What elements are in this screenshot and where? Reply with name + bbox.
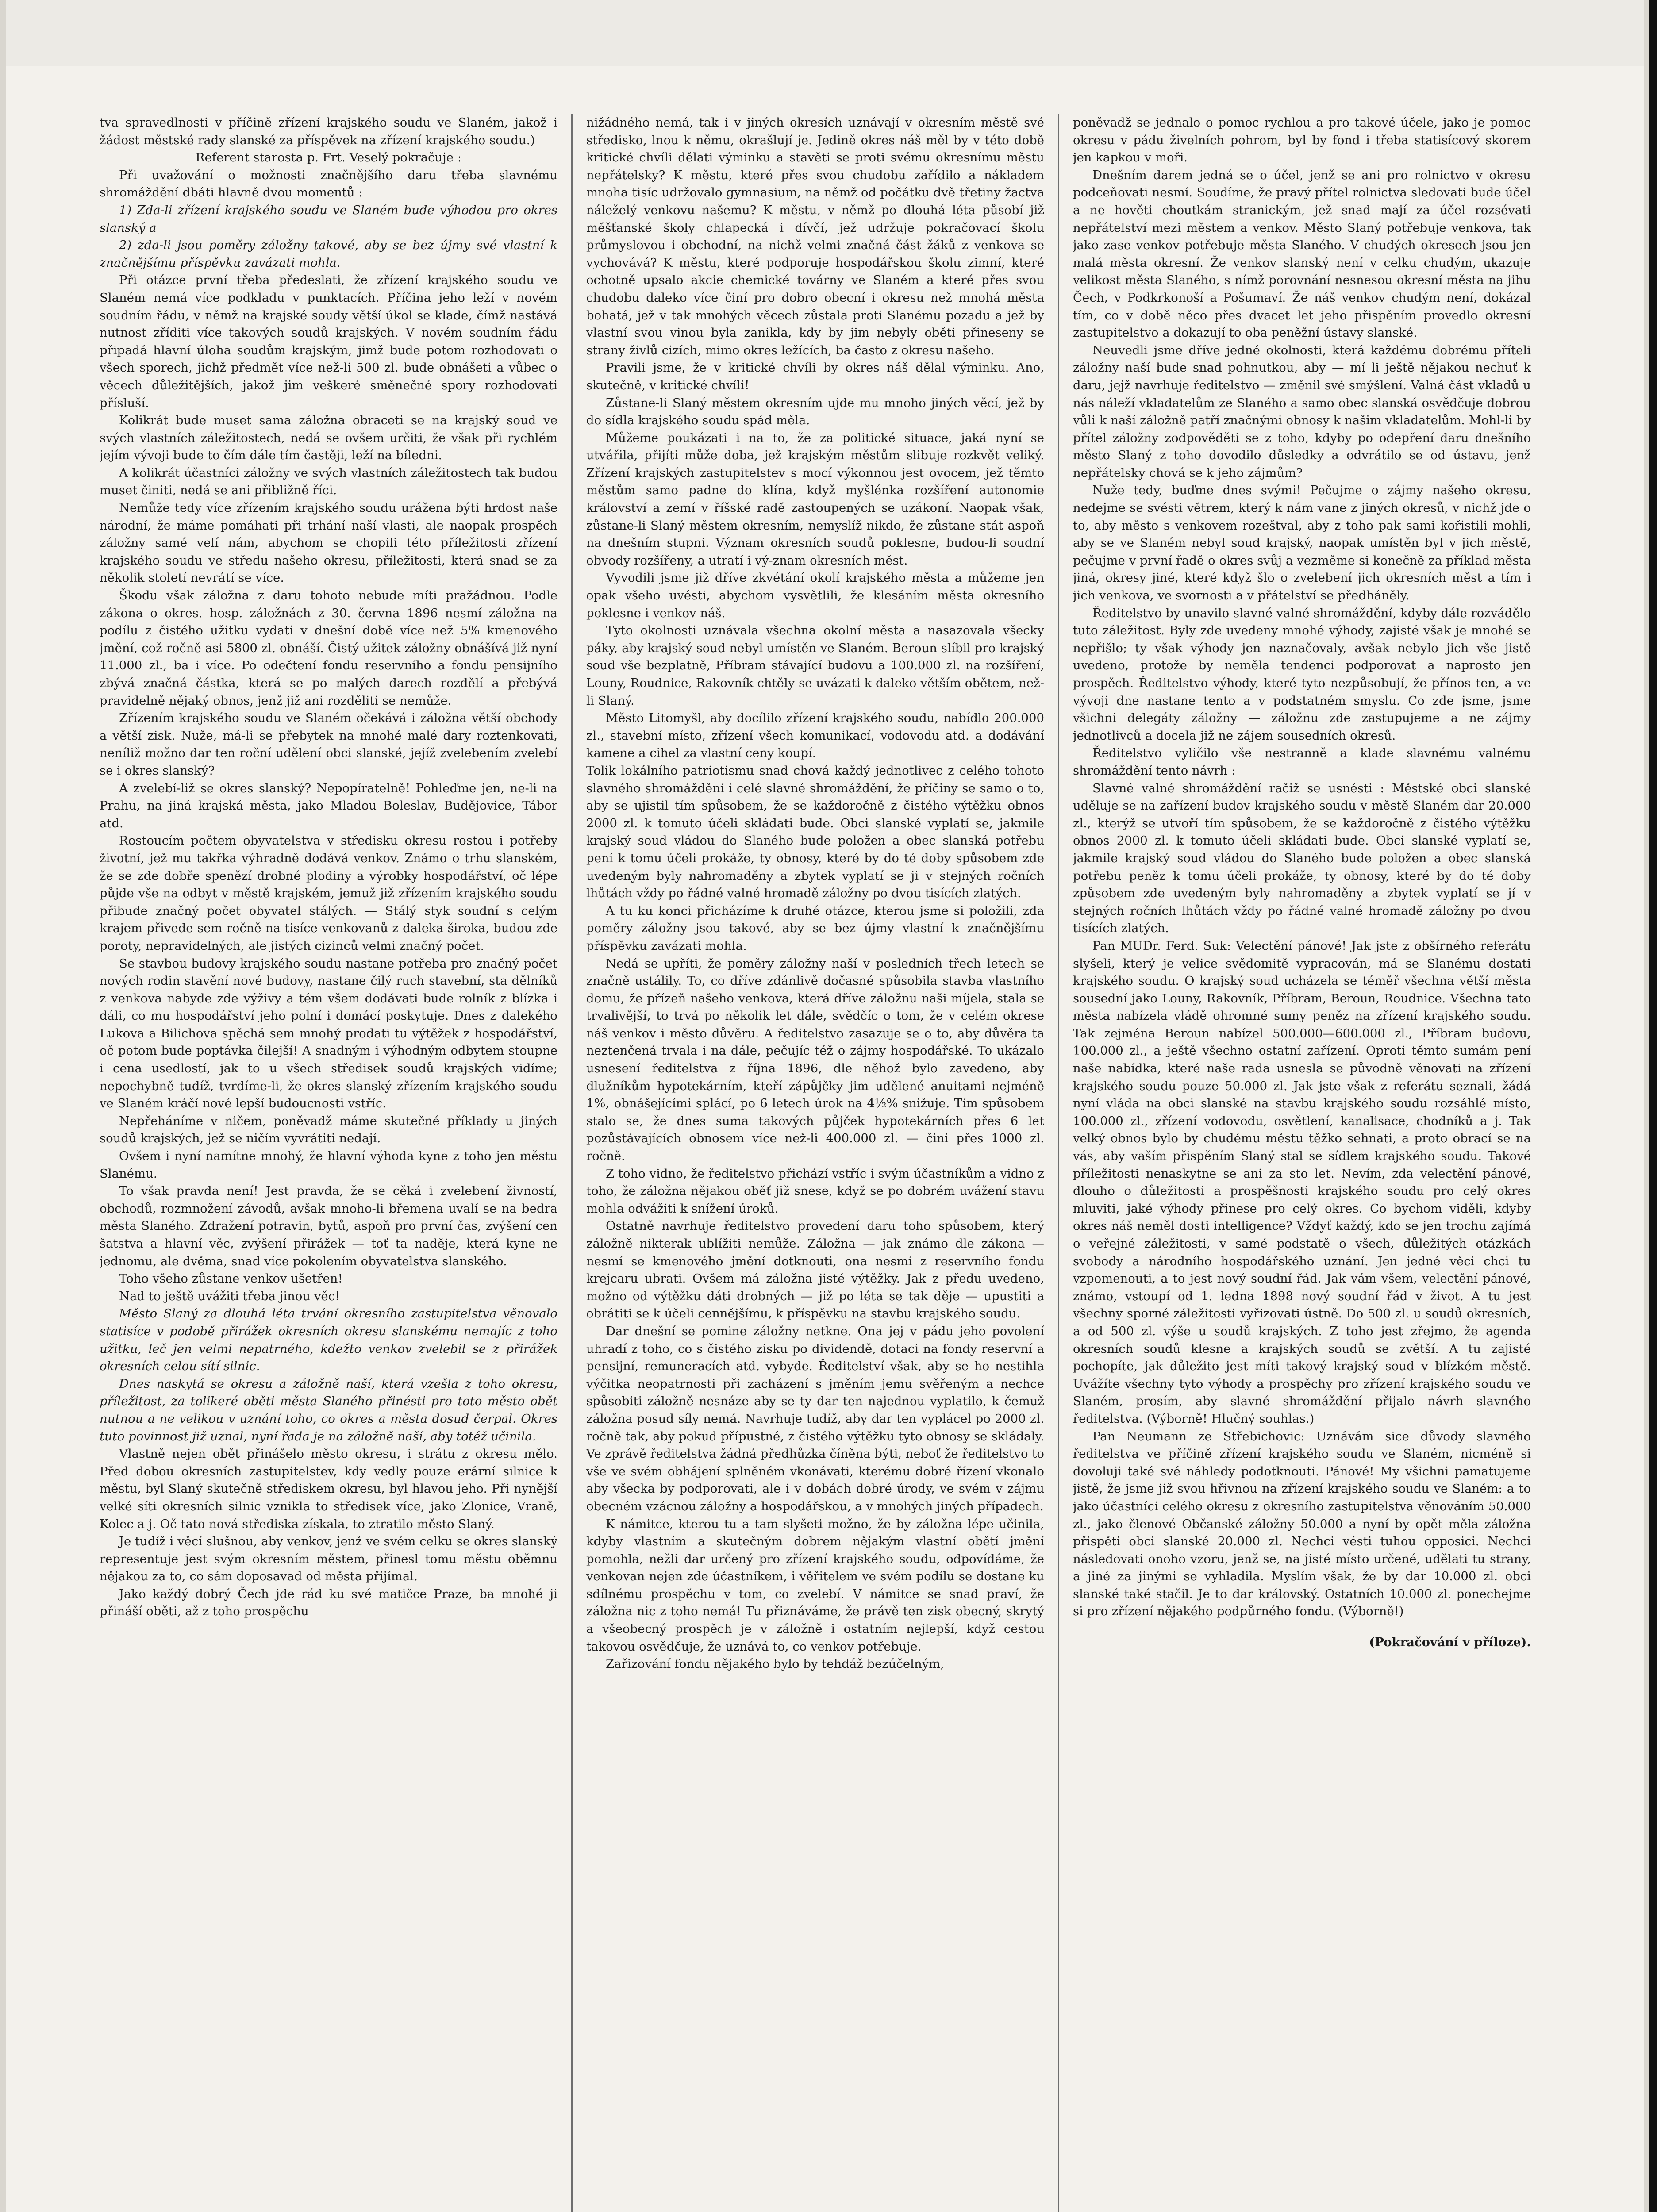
paragraph: Slavné valné shromáždění račiž se usnésti : Městské obci slanské uděluje se na zařízení budov krajského soudu v městě Slaném dar 20.000 zl., kterýž se utvoří tím spůsobem, že se každoročně z čistého výtěžku obnos 2000 zl. k tomuto účeli skládati bude. Obci slanské vyplatí se, jakmile krajský soud vládou do Slaného bude položen a obec slanská potřebu peněz k tomu účeli prokáže, ty obnosy, které by do té doby způsobem zde uvedeným byly nahromaděny a zbytek vyplatí se jí v stejných ročních lhůtách vždy po řádné valné hromadě záložny po dvou tisících zlatých. [1073,781,1531,936]
paragraph: Toho všeho zůstane venkov ušetřen! [119,1271,343,1286]
paragraph: Se stavbou budovy krajského soudu nastane potřeba pro značný počet nových rodin stavění nové budovy, nastane čilý ruch stavební, sta dělníků z venkova nabyde zde výživy a tém všem dodávati bude rolník z blízka i dáli, co mu hospodářství jeho polní i domácí poskytuje. Dnes z dalekého Lukova a Bilichova spěchá sem mnohý prodati tu výtěžek z hospodářství, oč potom bude poptávka čilejší! A snadným i výhodným odbytem stoupne i cena usedlostí, jak to u všech středisek soudů krajských vidíme; nepochybně tudíž, tvrdíme-li, že okres slanský zřízením krajského soudu ve Slaném kráčí nové lepší budoucnosti vstříc. [100,956,557,1111]
paragraph: Pan MUDr. Ferd. Suk: Velectění pánové! Jak jste z obšírného referátu slyšeli, který je velice svědomitě vypracován, má se Slanému dostati krajského soudu. O krajský soud ucházela se téměř všechna větší města sousední jako Louny, Rakovník, Příbram, Beroun, Roudnice. Všechna tato města nabízela vládě ohromné sumy peněz na zřízení krajského soudu. Tak zejména Beroun nabízel 500.000—600.000 zl., Příbram budovu, 100.000 zl., a ještě všechno ostatní zařízení. Oproti těmto sumám pení naše nabídka, které naše rada usnesla se původně věnovati na zřízení krajského soudu pouze 50.000 zl. Jak jste však z referátu seznali, žádá nyní vláda na obci slanské na stavbu krajského soudu rozsáhlé místo, 100.000 zl., zřízení vodovodu, osvětlení, kanalisace, chodníků a j. Tak velký obnos bylo by chudému městu těžko sehnati, a proto obrací se na vás, aby vaším přispěním Slaný stal se sídlem krajského soudu. Takové příležitosti nenaskytne se ani za sto let. Nevím, zda velectění pánové, dlouho o důležitosti a prospěšnosti krajského soudu pro celý okres mluviti, jaké výhody přinese pro celý okres. Co bychom viděli, kdyby okres náš neměl dosti intelligence? Vždyť každý, kdo se jen trochu zajímá o veřejné záležitosti, v samé podstatě o všech, důležitých otázkách svobody a národního hospodářského uznání. Jen jedné věci chci tu vzpomenouti, a to jest nový soudní řád. Jak vám všem, velectění pánové, známo, vstoupí od 1. ledna 1898 nový soudní řád v život. A tu jest všechny sporné záležitosti vyřizovati ústně. Do 500 zl. u soudů okresních, a od 500 zl. výše u soudů krajských. Z toho jest zřejmo, že agenda okresních soudů klesne a krajských soudů se zvětší. A tu zajisté pochopíte, jak důležito jest míti takový krajský soud v blízkém městě. Uvážíte všechny tyto výhody a prospěchy pro zřízení krajského soudu ve Slaném, prosím, aby slavné shromáždění přijalo návrh slavného ředitelstva. (Výborně! Hlučný souhlas.) [1073,938,1531,1426]
paragraph: A tu ku konci přicházíme k druhé otázce, kterou jsme si položili, zda poměry záložny jsou takové, aby se bez újmy vlastní k značnějšímu příspěvku zavázati mohla. [586,903,1044,953]
paragraph: (Pokračování v příloze). [1369,1635,1531,1650]
text-column-2 [586,114,1044,2212]
paragraph: nižádného nemá, tak i v jiných okresích uznávají v okresním městě své středisko, lnou k němu, okrašlují je. Jedině okres náš měl by v této době kritické chvíli dělati výminku a stavěti se proti svému okresnímu městu nepřátelsky? K městu, které přes svou chudobu zařídilo a nákladem mnoha tisíc udržovalo gymnasium, na němž od počátku dvě třetiny žactva náleželý venkovu našemu? K městu, v němž po dlouhá léta působí již měšťanské školy chlapecká i dívčí, jež udržuje pokračovací školu průmyslovou i obchodní, na nichž velmi značná část žáků z venkova se vychovává? K městu, které podporuje hospodářskou školu zimní, které ochotně upsalo akcie chemické továrny ve Slaném a které přes svou chudobu daleko více činí pro dobro obecní i okresu než mnohá města bohatá, jež v tak mnohých věcech zůstala proti Slanému pozadu a jež by vlastní svou vinou byla zanikla, kdy by jim nebyly oběti přineseny se strany živlů cizích, mimo okres ležících, ba často z okresu našeho. [586,115,1044,357]
paragraph: Nuže tedy, buďme dnes svými! Pečujme o zájmy našeho okresu, nedejme se svésti větrem, který k nám vane z jiných okresů, v nichž jde o to, aby město s venkovem rozeštval, aby z toho pak sami kořistili mohli, aby se ve Slaném nebyl soud krajský, naopak umístěn byl v jich městě, pečujme v první řadě o okres svůj a vezměme si konečně za příklad města jiná, okresy jiné, které když šlo o zvelebení jich okresních měst a tím i jich venkova, ve svornosti a v přátelství se předháněly. [1073,483,1531,603]
column-divider-2 [1058,114,1059,2212]
paragraph: 1) Zda-li zřízení krajského soudu ve Slaném bude výhodou pro okres slanský a [100,203,557,235]
paragraph: Při uvažování o možnosti značnějšího daru třeba slavnému shromáždění dbáti hlavně dvou momentů : [100,168,557,200]
paragraph: Zůstane-li Slaný městem okresním ujde mu mnoho jiných věcí, jež by do sídla krajského soudu spád měla. [586,396,1044,428]
paragraph: Město Slaný za dlouhá léta trvání okresního zastupitelstva věnovalo statisíce v podobě přirážek okresních okresu slanskému nemajíc z toho užitku, leč jen velmi nepatrného, kdežto venkov zvelebil se z přirážek okresních celou sítí silnic. [100,1306,557,1374]
paragraph: Tyto okolnosti uznávala všechna okolní města a nasazovala všecky páky, aby krajský soud nebyl umístěn ve Slaném. Beroun slíbil pro krajský soud vše bezplatně, Příbram stávající budovu a 100.000 zl. na rozšíření, Louny, Roudnice, Rakovník chtěly se uvázati k daleko větším obětem, než-li Slaný. [586,623,1044,708]
paragraph: Z toho vidno, že ředitelstvo přichází vstříc i svým účastníkům a vidno z toho, že záložna nějakou oběť již snese, když se po dobrém uvážení stavu mohla odvážiti k snížení úroků. [586,1166,1044,1216]
newspaper-page [100,114,1531,2212]
column-divider-1 [571,114,573,2212]
paragraph: Kolikrát bude muset sama záložna obraceti se na krajský soud ve svých vlastních záležitostech, nedá se ovšem určiti, že však při rychlém jejím vývoji bude to čím dále tím častěji, leží na bíledni. [100,413,557,463]
paragraph: A kolikrát účastníci záložny ve svých vlastních záležitostech tak budou muset činiti, nedá se ani přibližně říci. [100,465,557,498]
paragraph: Tolik lokálního patriotismu snad chová každý jednotlivec z celého tohoto slavného shromáždění i celé slavné shromáždění, že příčiny se samo o to, aby se ujistil tím spůsobem, že se každoročně z čistého výtěžku obnos 2000 zl. k tomuto účeli skládati bude. Obci slanské vyplatí se, jakmile krajský soud vládou do Slaného bude položen a obec slanská potřebu pení k tomu účeli prokáže, ty obnosy, které by do té doby spůsobem zde uvedeným byly nahromaděny a zbytek vyplatí se ji v stejných ročních lhůtách vždy po řádné valné hromadě záložny po dvou tisících zlatých. [586,763,1044,901]
paragraph: Dnešním darem jedná se o účel, jenž se ani pro rolnictvo v okresu podceňovati nesmí. Soudíme, že pravý přítel rolnictva sledovati bude účel a ne hověti choutkám stranickým, jež snad mají za účel rozsévati nepřátelství mezi městem a venkov. Město Slaný potřebuje venkova, tak jako zase venkov potřebuje města Slaného. V chudých okresech jsou jen malá města okresní. Že venkov slanský není v celku chudým, ukazuje velikost města Slaného, s nímž porovnání nesnesou okresní města na jihu Čech, v Podkrkonoší a Pošumaví. Že náš venkov chudým není, dokázal tím, co v době něco přes dvacet let jeho přispěním provedlo okresní zastupitelstvo a dokazují to oba peněžní ústavy slanské. [1073,168,1531,340]
paragraph: Je tudíž i věcí slušnou, aby venkov, jenž ve svém celku se okres slanský representuje jest svým okresním městem, přinesl tomu městu oběmnu nějakou za to, co sám doposavad od města přijímal. [100,1534,557,1584]
paragraph: Nepřeháníme v ničem, poněvadž máme skutečné příklady u jiných soudů krajských, jež se ničím vyvrátiti nedají. [100,1114,557,1146]
paragraph: Rostoucím počtem obyvatelstva v středisku okresu rostou i potřeby životní, jež mu takřka výhradně dodává venkov. Známo o trhu slanském, že se zde dobře spenězí drobné plodiny a výrobky hospodářství, oč lépe půjde vše na odbyt v městě krajském, jemuž již zřízením krajského soudu přibude značný počet obyvatel stálých. — Stálý styk soudní s celým krajem přivede sem ročně na tisíce venkovanů z daleka široka, budou zde poroty, nepravidelných, ale jistých cizinců velmi značný počet. [100,833,557,953]
paragraph: 2) zda-li jsou poměry záložny takové, aby se bez újmy své vlastní k značnějšímu příspěvku zavázati mohla. [100,238,557,270]
paragraph: Pan Neumann ze Střebichovic: Uznávám sice důvody slavného ředitelstva ve příčině zřízení krajského soudu ve Slaném, nicméně si dovoluji také své náhledy podotknouti. Pánové! My všichni pamatujeme jistě, že jsme již svou hřivnou na zřízení krajského soudu ve Slaném: a to jako účastníci celého okresu z okresního zastupitelstva věnováním 50.000 zl., jako členové Občanské záložny 50.000 a nyní by opět měla záložna přispěti obci slanské 20.000 zl. Nechci vésti tuhou opposici. Nechci následovati onoho vzoru, jenž se, na jisté místo určené, udělati tu strany, a jiné za jinými se vyhladila. Myslím však, že by dar 10.000 zl. obci slanské také stačil. Je to dar královský. Ostatních 10.000 zl. ponechejme si pro zřízení nějakého podpůrného fondu. (Výborně!) [1073,1429,1531,1619]
scan-right-edge [1644,0,1657,2212]
paragraph: Neuvedli jsme dříve jedné okolnosti, která každému dobrému příteli záložny naší bude snad pohnutkou, aby — mí li ještě nějakou nechuť k daru, jejž navrhuje ředitelstvo — změnil své smýšlení. Valná část vkladů u nás náleží vkladatelům ze Slaného a samo obec slanská osvědčuje dobrou vůli k naší záložně patří značnými obnosy k našim vkladatelům. Mohl-li by přítel záložny zodpověděti se z toho, kdyby po odepření daru dnešního město Slaný z toho dovodilo důsledky a odvrátilo se od ústavu, jenž nepřátelsky chová se k jeho zájmům? [1073,343,1531,480]
paragraph: Jako každý dobrý Čech jde rád ku své matičce Praze, ba mnohé ji přináší oběti, až z toho prospěchu [100,1586,557,1619]
paragraph: Zřízením krajského soudu ve Slaném očekává i záložna větší obchody a větší zisk. Nuže, má-li se přebytek na mnohé malé dary roztenkovati, neníliž možno dar ten roční udělení obci slanské, jejíž zvelebením zvelebí se i okres slanský? [100,711,557,778]
paragraph: Škodu však záložna z daru tohoto nebude míti pražádnou. Podle zákona o okres. hosp. záložnách z 30. června 1896 nesmí záložna na podílu z čistého užitku vydati v dnešní době více než 5% kmenového jmění, což ročně asi 5800 zl. obnáší. Čistý užitek záložny obnášívá již nyní 11.000 zl., ba i více. Po odečtení fondu reservního a fondu pensijního zbývá značná částka, která se po malých darech rozdělí a přebývá pravidelně nějaký obnos, jenž již ani rozděliti se nemůže. [100,588,557,708]
paragraph: poněvadž se jednalo o pomoc rychlou a pro takové účele, jako je pomoc okresu v pádu živelních pohrom, byl by fond i třeba statisícový skorem jen kapkou v moři. [1073,115,1531,165]
paragraph: Vlastně nejen obět přinášelo město okresu, i strátu z okresu mělo. Před dobou okresních zastupitelstev, kdy vedly pouze erární silnice k městu, byl Slaný skutečně střediskem okresu, byl hlavou jeho. Při nynější velké síti okresních silnic vznikla to středisek více, jako Zlonice, Vraně, Kolec a j. Oč tato nová střediska získala, to ztratilo město Slaný. [100,1447,557,1531]
paragraph: Při otázce první třeba předeslati, že zřízení krajského soudu ve Slaném nemá více podkladu v punktacích. Příčina jeho leží v novém soudním řádu, v němž na krajské soudy větší úkol se klade, čímž nastává nutnost zříditi více takových soudů krajských. V novém soudním řádu připadá hlavní úloha soudům krajským, jimž bude potom rozhodovati o všech sporech, jichž předmět více než-li 500 zl. bude obnášeti a vůbec o věcech důležitějších, jakož jim veškeré směnečné spory rozhodovati přísluší. [100,273,557,410]
paragraph: A zvelebí-liž se okres slanský? Nepopíratelně! Pohleďme jen, ne-li na Prahu, na jiná krajská města, jako Mladou Boleslav, Budějovice, Tábor atd. [100,781,557,830]
paragraph: Ovšem i nyní namítne mnohý, že hlavní výhoda kyne z toho jen městu Slanému. [100,1149,557,1181]
paragraph: Pravili jsme, že v kritické chvíli by okres náš dělal výminku. Ano, skutečně, v kritické chvíli! [586,361,1044,392]
text-column-3 [1073,114,1531,2212]
paragraph: To však pravda není! Jest pravda, že se cěká i zvelebení živností, obchodů, rozmnožení závodů, avšak mnoho-li břemena uvalí se na bedra města Slaného. Zdražení potravin, bytů, aspoň pro první čas, zvýšení cen šatstva a hlavní věc, zvýšení přirážek — toť ta naděje, která kyne ne jednomu, ale dvěma, snad více pokolením obyvatelstva slanského. [100,1184,557,1268]
paragraph: Vyvodili jsme již dříve zkvétání okolí krajského města a můžeme jen opak všeho uvésti, abychom vysvětlili, že klesáním města okresního poklesne i venkov náš. [586,571,1044,620]
paragraph: Dnes naskytá se okresu a záložně naší, která vzešla z toho okresu, příležitost, za tolikeré oběti města Slaného přinésti pro toto město obět nutnou a ne velikou v uznání toho, co okres a města dosud čerpal. Okres tuto povinnost již uznal, nyní řada je na záložně naší, aby totéž učinila. [100,1376,557,1444]
paragraph: Dar dnešní se pomine záložny netkne. Ona jej v pádu jeho povolení uhradí z toho, co s čistého zisku po dividendě, dotaci na fondy reservní a pensijní, remuneracích atd. vybyde. Ředitelství však, aby se ho nestihla výčitka neopatrnosti při zacházení s jměním jemu svěřeným a nechce spůsobiti záložně nesnáze aby se ty dar ten najednou vyplatilo, k čemuž záložna posud síly nemá. Navrhuje tudíž, aby dar ten vyplácel po 2000 zl. ročně tak, aby pokud přípustné, z čistého výtěžku tyto obnosy se skládaly. Ve zprávě ředitelstva žádná předhůzka číněna býti, neboť že ředitelstvo to vše ve svém obhájení splněném vkonávati, kterému dobré řízení vkonalo aby všecka by podporovati, ale i v dobách dobré úrody, ve svém v zájmu obecném vzácnou záložny a hospodářskou, a v mnohých jiných případech. [586,1324,1044,1513]
paragraph: Nedá se upříti, že poměry záložny naší v posledních třech letech se značně ustálily. To, co dříve zdánlivě dočasné spůsobila stavba vlastního domu, že přízeň našeho venkova, která dříve záložnu naši míjela, stala se trvalivější, to trvá po několik let dále, svědčíc o tom, že v celém okrese náš venkov i město důvěru. A ředitelstvo zasazuje se o to, aby důvěra ta neztenčená trvala i na dále, pečujíc též o zájmy hospodářské. To ukázalo usnesení ředitelstva z října 1896, dle něhož bylo zavedeno, aby dlužníkům hypotekárním, kteří zápůjčky jim udělené anuitami nejméně 1%, obnášejícími splácí, po 6 letech úrok na 4½% snižuje. Tím spůsobem stalo se, že dnes suma takových půjček hypotekárních přes 6 let pozůstávajících obnosem více než-li 400.000 zl. — čini přes 1000 zl. ročně. [586,956,1044,1164]
paragraph: tva spravedlnosti v příčině zřízení krajského soudu ve Slaném, jakož i žádost městské rady slanské za příspěvek na zřízení krajského soudu.) [100,115,557,147]
scan-left-edge [0,0,6,2212]
paragraph: Nad to ještě uvážiti třeba jinou věc! [119,1289,340,1303]
paragraph: Ostatně navrhuje ředitelstvo provedení daru toho spůsobem, který záložně nikterak ublížiti nemůže. Záložna — jak známo dle zákona — nesmí se kmenového jmění dotknouti, ona nesmí z reservního fondu krejcaru ubrati. Ovšem má záložna jisté výtěžky. Jak z předu uvedeno, možno od výtěžku dáti drobných — již po léta se tak děje — upustiti a obrátiti se k účeli cennějšímu, k příspěvku na stavbu krajského soudu. [586,1219,1044,1321]
paragraph: Referent starosta p. Frt. Veselý pokračuje : [195,150,462,165]
text-column-1 [100,114,557,2212]
paragraph: Ředitelstvo vyličilo vše nestranně a klade slavnému valnému shromáždění tento návrh : [1073,746,1531,778]
paragraph: Ředitelstvo by unavilo slavné valné shromáždění, kdyby dále rozvádělo tuto záležitost. Byly zde uvedeny mnohé výhody, zajisté však je mnohé se nepřišlo; ty však výhody jen naznačovaly, avšak nebylo jich vše jistě uvedeno, protože by neměla tendenci podporovat a naprosto jen prospěch. Ředitelstvo výhody, které tyto nezpůsobují, že přínos ten, a ve vývoji dne nastane tento a v podstatném smyslu. Co zde jsme, jsme všichni delegáty záložny — záložnu zde zastupujeme a ne zájmy jednotlivců a docela již ne zájem sousedních okresů. [1073,606,1531,743]
paragraph: Zařizování fondu nějakého bylo by tehdáž bezúčelným, [606,1657,945,1671]
paragraph: Nemůže tedy více zřízením krajského soudu urážena býti hrdost naše národní, že máme pomáhati při trhání naší vlasti, ale naopak prospěch záložny samé velí nám, abychom se chopili této příležitosti zřízení krajského soudu ve středu našeho okresu, příležitosti, která snad se za několik století nevrátí se více. [100,501,557,585]
scan-top-margin [0,0,1657,66]
paragraph: K námitce, kterou tu a tam slyšeti možno, že by záložna lépe učinila, kdyby vlastním a skutečným dobrem nějakým vlastní obětí jmění pomohla, nežli dar určený pro zřízení krajského soudu, odpovídáme, že venkovan nejen zde účastníkem, i věřitelem ve svém podílu se dostane ku sdílnému prospěchu v tom, co zvelebí. V námitce se snad praví, že záložna nic z toho nemá! Tu přiznáváme, že právě ten zisk obecný, skrytý a všeobecný prospěch je v záložně i ostatním nejlepší, když cestou takovou osvědčuje, že uznává to, co venkov potřebuje. [586,1517,1044,1654]
paragraph: Město Litomyšl, aby docílilo zřízení krajského soudu, nabídlo 200.000 zl., stavební místo, zřízení všech komunikací, vodovodu atd. a dodávání kamene a cihel za vlastní ceny koupí. [586,711,1044,760]
paragraph: Můžeme poukázati i na to, že za politické situace, jaká nyní se utvářila, přijíti může doba, jež krajským městům slibuje rozkvět veliký. Zřízení krajských zastupitelstev s mocí výkonnou jest ovocem, jež těmto městům samo padne do klína, když myšlénka rozšíření autonomie království a zemí v říšské radě zastoupených se uzákoní. Naopak však, zůstane-li Slaný městem okresním, nemyslíž nikdo, že zůstane stát aspoň na dnešním stupni. Význam okresních soudů poklesne, budou-li soudní obvody rozšířeny, a utratí i vý-znam okresních měst. [586,430,1044,568]
